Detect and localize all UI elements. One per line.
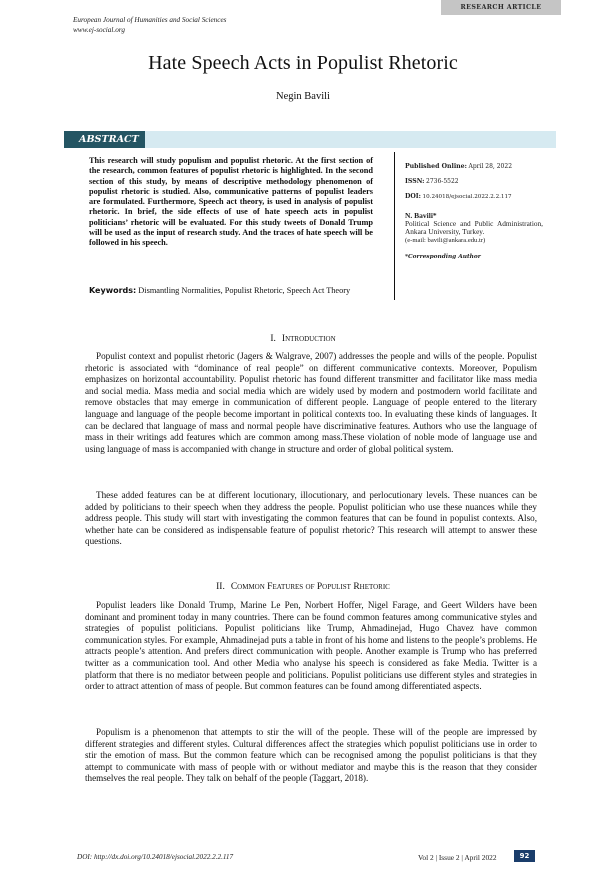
corresponding-author-note: *Corresponding Author [405, 254, 481, 261]
footer-volume-issue: Vol 2 | Issue 2 | April 2022 [418, 853, 497, 862]
published-online: Published Online: April 28, 2022 [405, 163, 513, 170]
abstract-heading: ABSTRACT [64, 131, 145, 148]
column-divider [394, 152, 395, 300]
journal-website[interactable]: www.ej-social.org [73, 25, 125, 34]
paragraph: Populist context and populist rhetoric (Jagers & Walgrave, 2007) addresses the people and wills of the people. Populist rhetoric is associated with “dominance of real people” on different communicative contexts. Moreover, Populism emphasizes on horizontal accountability. Populist rhetoric has found different transmitter and facilitator like mass media and social media. Mass media and social media which are widely used by modern and postmodern world facilitate and remove obstacles that may emerge in communication of different people. Language of people entered to the literary language and language of the people become important in political contexts too. In evaluating these kinds of languages. It can be declared that language of mass and normal people have discriminative features. Authors who use the language of mass in their writings add features which are common among mass.These violation of noble mode of language use and using language of mass is accompanied with change in structure and order of global political system. [85, 351, 537, 454]
author-affiliation: Political Science and Public Administration, Ankara University, Turkey. [405, 219, 543, 237]
article-title: Hate Speech Acts in Populist Rhetoric [148, 52, 458, 74]
doi-link[interactable]: 10.24018/ejsocial.2022.2.2.117 [422, 194, 512, 200]
paragraph: These added features can be at different locutionary, illocutionary, and perlocutionary levels. These nuances can be added by politicians to their speech when they address the people. Populist politician who use these nuances while they address people. This study will start with investigating the common features that can be found in populist contexts. Also, whether hate can be considered as indispensable feature of populist rhetoric? This research will attempt to answer these questions. [85, 490, 537, 547]
keywords-label: Keywords: [89, 286, 137, 295]
paragraph: Populism is a phenomenon that attempts to stir the will of the people. These will of the people are impressed by different strategies and different styles. Cultural differences affect the strategies which populist politicians use in order to stir the emotion of mass. But the common feature which can be recognised among the populist politicians is that they attempt to communicate with mass of people with or without mediator and maybe this is the reason that they consider themselves the real people. They talk on behalf of the people (Taggart, 2018). [85, 727, 537, 784]
paragraph: Populist leaders like Donald Trump, Marine Le Pen, Norbert Hoffer, Nigel Farage, and Geert Wilders have been dominant and prominent today in many countries. There can be found common features among communicative styles and strategies of populist politicians. Populist politicians like Trump, Ahmadinejad, Hugo Chavez have common communication styles. For example, Ahmadinejad puts a table in front of his home and listens to the people’s problems. He attracts people’s attention. And prefers direct communication with people. Another example is Trump who has preferred twitter as a communication tool. And other Media who analyse his speech is considered as fake Media. Twitter is a platform that there is no mediator between people and politicians. Populist politicians use different styles and strategies in order to attract attention of mass of people. But common features can be found among differentiated aspects. [85, 600, 537, 692]
keywords [89, 286, 385, 296]
article-meta-panel [405, 163, 543, 260]
issn: ISSN: 2736-5522 [405, 178, 459, 185]
abstract-text: This research will study populism and populist rhetoric. At the first section of the research, common features of populist rhetoric is highlighted. In the second section of this study, by means of descriptive methodology phenomenon of populist rhetoric is studied. Also, communicative patterns of populist leaders are formulated. Furthermore, Speech act theory, is used in analysis of populist rhetoric. In brief, the side effects of use of hate speech acts in populist politicians’ rhetoric will be evaluated. For this study tweets of Donald Trump will be used as the input of research study. And the traces of hate speech will be followed in his speech. [89, 156, 373, 248]
author-email[interactable]: (e-mail: bavili@ankara.edu.tr) [405, 236, 486, 244]
corresponding-author-name: N. Bavili* [405, 211, 437, 220]
doi: DOI: 10.24018/ejsocial.2022.2.2.117 [405, 193, 512, 200]
keywords-list: Dismantling Normalities, Populist Rhetoric, Speech Act Theory [138, 286, 351, 295]
section-heading-introduction: I. Introduction [270, 334, 336, 344]
journal-header [73, 16, 226, 35]
section-heading-common-features: II. Common Features of Populist Rhetoric [216, 582, 390, 592]
footer-doi[interactable]: DOI: http://dx.doi.org/10.24018/ejsocial.2022.2.2.117 [77, 853, 234, 861]
research-article-badge: RESEARCH ARTICLE [441, 0, 561, 15]
journal-name: European Journal of Humanities and Social Sciences [73, 16, 227, 24]
author-name: Negin Bavili [276, 91, 330, 102]
page-number: 92 [514, 850, 535, 862]
